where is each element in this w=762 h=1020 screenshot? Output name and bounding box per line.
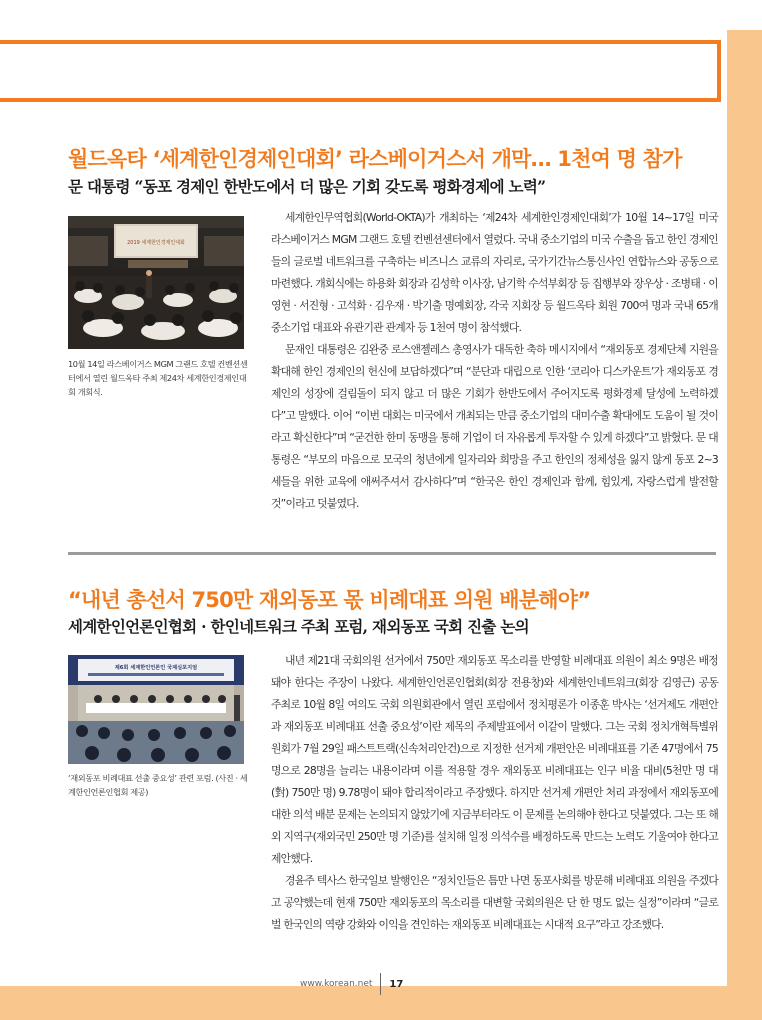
article2-paragraph: 경윤주 텍사스 한국일보 발행인은 “정치인들은 틈만 나면 동포사회를 방문해 비례대표 의원을 주겠다고 공약했는데 현재 750만 재외동포의 목소리를 대변할 국회의원은 단 한 명도 없는 실정”이라며 “글로벌 한국인의 역량 강화와 이익을 견인하는 재외동포 비례대표는 시대적 요구”라고 강조했다. xyxy=(271,874,718,931)
footer-url: www.korean.net xyxy=(300,979,373,989)
article1-paragraph: 세계한인무역협회(World-OKTA)가 개최하는 ‘제24차 세계한인경제인대회’가 10월 14~17일 미국 라스베이거스 MGM 그랜드 호텔 컨벤션센터에서 열렸다. 국내 중소기업의 미국 수출을 돕고 한인 경제인들의 글로벌 네트워크를 구축하는 비즈니스 교류의 자리로, 국가기간뉴스통신사인 연합뉴스와 공동으로 마련했다. 개회식에는 하용화 회장과 김성학 이사장, 남기학 수석부회장 등 집행부와 장우상 · 조병태 · 이영현 · 서진형 · 고석화 · 김우재 · 박기출 명예회장, 각국 지회장 등 월드옥타 회원 700여 명과 국내 65개 중소기업 대표와 유관기관 관계자 등 1천여 명이 참석했다. xyxy=(271,211,718,334)
article1-paragraph: 문재인 대통령은 김완중 로스앤젤레스 총영사가 대독한 축하 메시지에서 “재외동포 경제단체 지원을 확대해 한인 경제인의 헌신에 보답하겠다”며 “분단과 대립으로 인한 ‘코리아 디스카운트’가 재외동포 경제인의 성장에 걸림돌이 되지 않고 더 많은 기회가 한반도에서 주어지도록 평화경제 달성에 노력하겠다”고 말했다. 이어 “이번 대회는 미국에서 개최되는 만큼 중소기업의 대미수출 확대에도 도움이 될 것이라고 확신한다”며 “굳건한 한미 동맹을 통해 기업이 더 자유롭게 투자할 수 있게 하겠다”고 밝혔다. 문 대통령은 “부모의 마음으로 모국의 청년에게 일자리와 희망을 주고 한인의 정체성을 잃지 않게 동포 2~3세들을 위한 교육에 애써주셔서 감사하다”며 “한국은 한인 경제인과 함께, 힘있게, 자랑스럽게 발전할 것”이라고 덧붙였다. xyxy=(271,343,718,510)
article1-headline: 월드옥타 ‘세계한인경제인대회’ 라스베이거스서 개막… 1천여 명 참가 xyxy=(68,147,682,171)
article2-subheadline: 세계한인언론인협회 · 한인네트워크 주최 포럼, 재외동포 국회 진출 논의 xyxy=(68,617,529,636)
page-number: 17 xyxy=(389,978,404,990)
article2-paragraph: 내년 제21대 국회의원 선거에서 750만 재외동포 목소리를 반영할 비례대표 의원이 최소 9명은 배정돼야 한다는 주장이 나왔다. 세계한인언론인협회(회장 전용창)와 세계한인네트워크(회장 김영근) 공동 주최로 10월 8일 여의도 국회 의원회관에서 열린 포럼에서 정치평론가 이종훈 박사는 ‘선거제도 개편안과 재외동포 비례대표 선출 중요성’이란 제목의 주제발표에서 이같이 말했다. 그는 국회 정치개혁특별위원회가 7월 29일 패스트트랙(신속처리안건)으로 지정한 선거제 개편안은 비례대표를 기존 47명에서 75명으로 28명을 늘리는 내용이라며 이를 적용할 경우 재외동포 비례대표는 인구 비율 대비(5천만 명 대(對) 750만 명) 9.78명이 돼야 합리적이라고 주장했다. 하지만 선거제 개편안 처리 과정에서 재외동포에 대한 의석 배분 문제는 논의되지 않았기에 지금부터라도 이 문제를 논의해야 한다고 덧붙였다. 그는 또 해외 지역구(재외국민 250만 명 기준)를 설치해 일정 의석수를 배정하도록 만드는 노력도 기울여야 한다고 제안했다. xyxy=(271,654,718,865)
section-header-box xyxy=(0,40,721,102)
footer-separator xyxy=(380,973,381,995)
article2-photo-caption: ‘재외동포 비례대표 선출 중요성’ 관련 포럼. (사진 · 세계한인언론인협회 제공) xyxy=(68,773,248,797)
article2-photo-banner-text: 제6회 세계한인언론인 국제심포지엄 xyxy=(114,665,198,671)
article2-body xyxy=(271,650,718,936)
article1-photo-caption: 10월 14일 라스베이거스 MGM 그랜드 호텔 컨벤션센터에서 열린 월드옥타 주최 제24차 세계한인경제인대회 개회식. xyxy=(68,359,248,397)
page-footer xyxy=(300,977,403,991)
page-side-strip xyxy=(727,30,762,986)
article1-photo xyxy=(68,216,244,349)
article1-photo-banner-text: 2019 세계한인경제인대회 xyxy=(127,240,185,246)
article1-subheadline: 문 대통령 “동포 경제인 한반도에서 더 많은 기회 갖도록 평화경제에 노력” xyxy=(68,177,546,196)
article2-headline: “내년 총선서 750만 재외동포 몫 비례대표 의원 배분해야” xyxy=(68,588,591,612)
section-divider xyxy=(68,552,716,555)
article2-photo xyxy=(68,655,244,764)
article1-body xyxy=(271,207,718,515)
